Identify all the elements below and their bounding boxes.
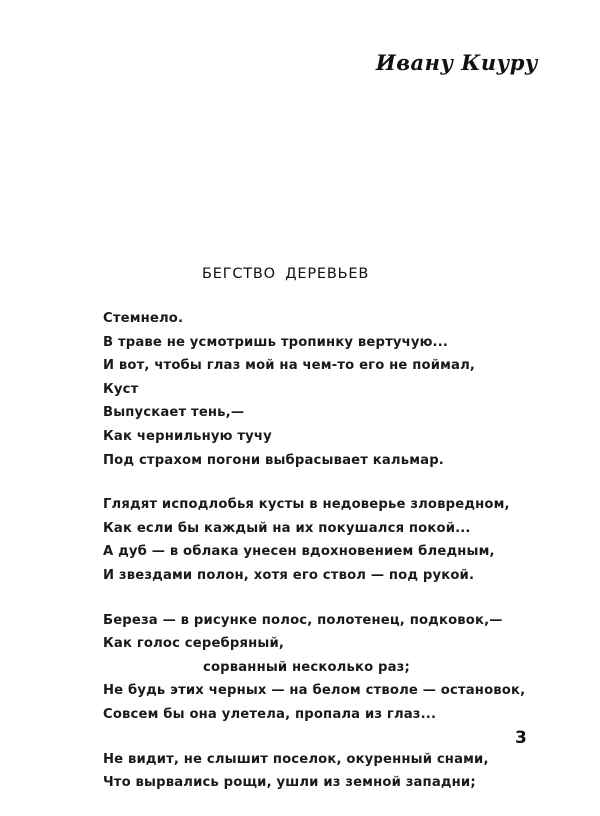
poem-line: Глядят исподлобья кусты в недоверье зловредном, xyxy=(103,497,510,513)
stanza xyxy=(103,609,543,727)
poem-line: Как голос серебряный, xyxy=(103,636,284,652)
poem-line: Береза — в рисунке полос, полотенец, подковок,— xyxy=(103,612,503,628)
poem-line: Не будь этих черных — на белом стволе — остановок, xyxy=(103,683,526,699)
poem-body xyxy=(103,307,543,816)
poem-line: Выпускает тень,— xyxy=(103,405,245,421)
page-number: 3 xyxy=(515,728,527,748)
poem-line: А дуб — в облака унесен вдохновением бледным, xyxy=(103,544,495,560)
poem-line: Как чернильную тучу xyxy=(103,428,272,444)
poem-line: Совсем бы она улетела, пропала из глаз... xyxy=(103,706,437,722)
poem-line: Как если бы каждый на их покушался покой... xyxy=(103,520,471,536)
poem-line: И звездами полон, хотя его ствол — под рукой. xyxy=(103,567,475,583)
poem-line: В траве не усмотришь тропинку вертучую... xyxy=(103,334,449,350)
poem-line: Что вырвались рощи, ушли из земной западни; xyxy=(103,775,476,791)
poem-line-indented: сорванный несколько раз; xyxy=(203,659,410,675)
poem-line: Под страхом погони выбрасывает кальмар. xyxy=(103,452,444,468)
poem-line: Куст xyxy=(103,381,139,397)
poem-line: И вот, чтобы глаз мой на чем-то его не поймал, xyxy=(103,358,476,374)
dedication: Ивану Киуру xyxy=(375,50,538,75)
stanza xyxy=(103,493,543,587)
stanza xyxy=(103,307,543,472)
stanza xyxy=(103,748,543,795)
poem-title: БЕГСТВО ДЕРЕВЬЕВ xyxy=(202,266,370,282)
poem-line: Не видит, не слышит поселок, окуренный снами, xyxy=(103,751,489,767)
poem-line: Стемнело. xyxy=(103,311,184,326)
